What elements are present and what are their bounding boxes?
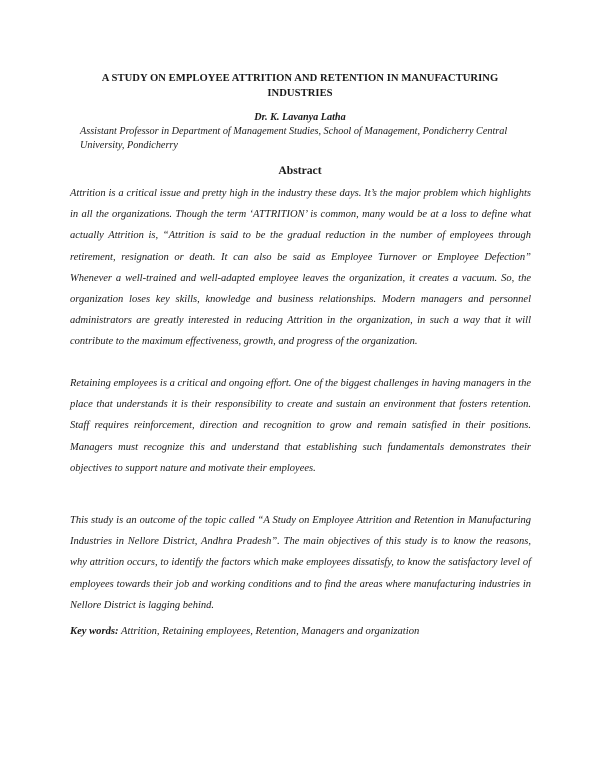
abstract-paragraph-1: Attrition is a critical issue and pretty high in the industry these days. It’s the major problem which highlights in all the organizations. Though the term ‘ATTRITION’ is common, many would be at a loss to define what actually Attrition is, “Attrition is said to be the gradual reduction in the number of employees through retirement, resignation or death. It can also be said as Employee Turnover or Employee Defection” Whenever a well-trained and well-adapted employee leaves the organization, it creates a vacuum. So, the organization loses key skills, knowledge and business relationships. Modern managers and personnel administrators are greatly interested in reducing Attrition in the organization, in such a way that it will contribute to the maximum effectiveness, growth, and progress of the organization.: [70, 188, 531, 348]
abstract-paragraph-2: Retaining employees is a critical and ongoing effort. One of the biggest challenges in having managers in the place that understands it is their responsibility to create and sustain an environment that fosters retention. Staff requires reinforcement, direction and recognition to grow and remain satisfied in their positions. Managers must recognize this and understand that establishing such fundamentals demonstrates their objectives to support nature and motivate their employees.: [70, 378, 531, 474]
keywords-label: Key words:: [70, 626, 119, 637]
author-name: Dr. K. Lavanya Latha: [254, 112, 346, 123]
keywords-list: Attrition, Retaining employees, Retention, Managers and organization: [121, 626, 420, 637]
author-affiliation: Assistant Professor in Department of Management Studies, School of Management, Pondicherry Central University, Pondicherry: [80, 126, 508, 151]
keywords-line: [70, 625, 531, 639]
abstract-paragraph-3: This study is an outcome of the topic called “A Study on Employee Attrition and Retention in Manufacturing Industries in Nellore District, Andhra Pradesh”. The main objectives of this study is to know the reasons, why attrition occurs, to identify the factors which make employees dissatisfy, to know the satisfactory level of employees towards their job and working conditions and to find the areas where manufacturing industries in Nellore District is lagging behind.: [70, 515, 531, 611]
abstract-heading: Abstract: [278, 164, 322, 177]
paper-title: A STUDY ON EMPLOYEE ATTRITION AND RETENTION IN MANUFACTURING INDUSTRIES: [101, 73, 499, 99]
